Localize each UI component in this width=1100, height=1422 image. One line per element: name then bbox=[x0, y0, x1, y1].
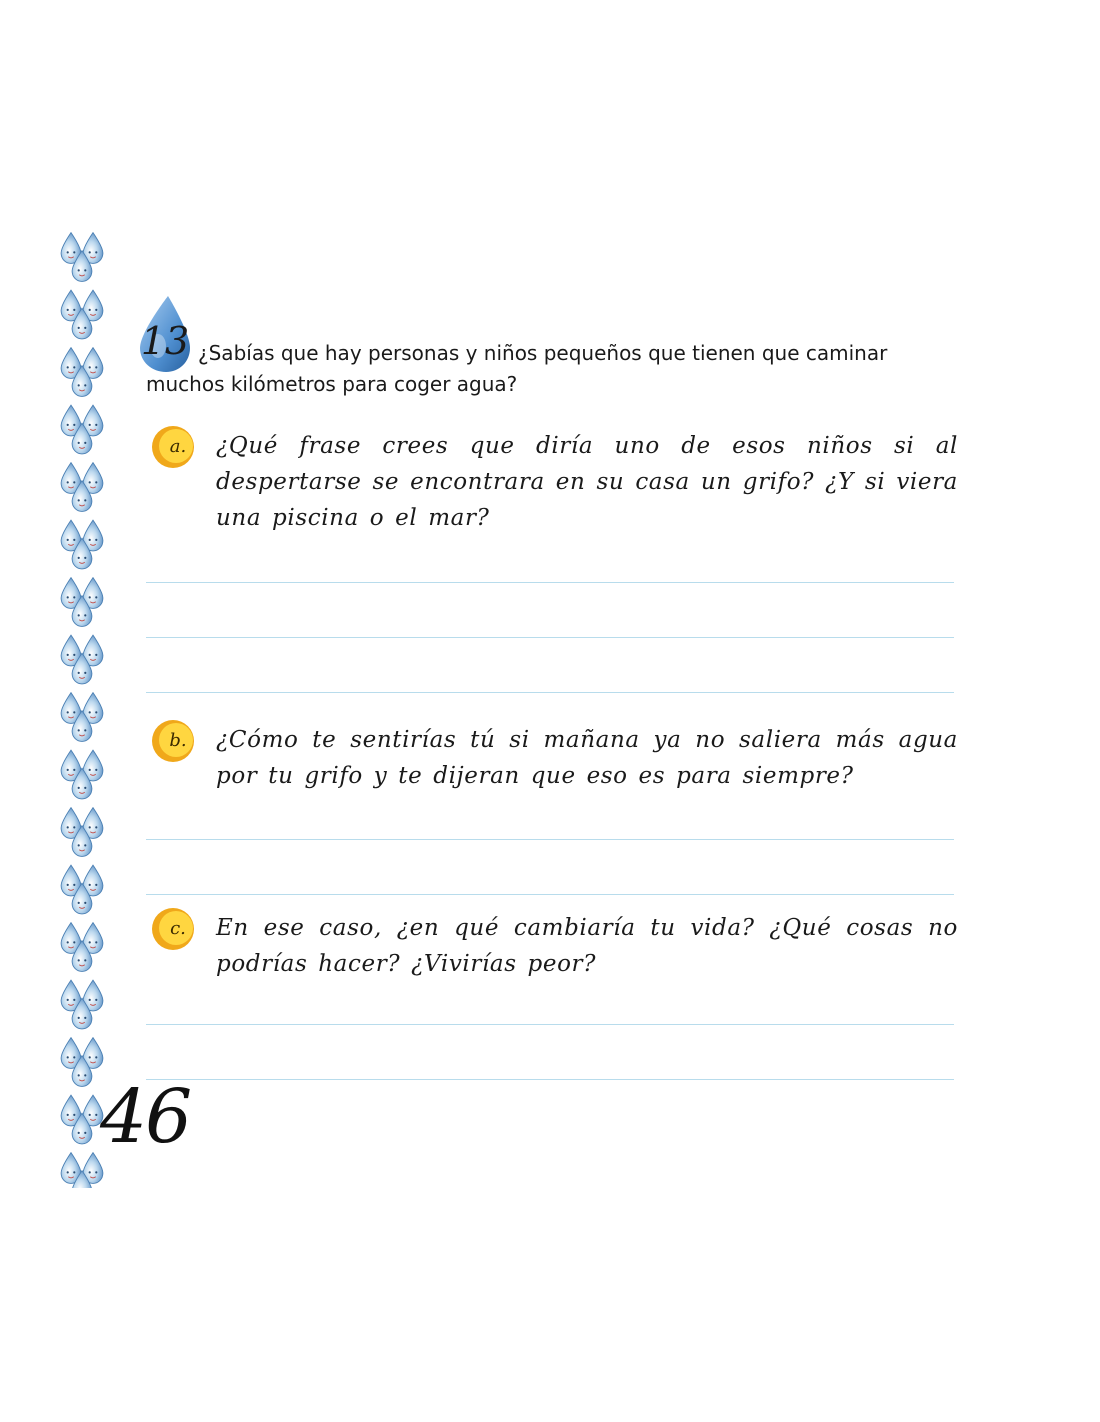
answer-line[interactable] bbox=[146, 692, 954, 693]
answer-line[interactable] bbox=[146, 1079, 954, 1080]
answer-line[interactable] bbox=[146, 1024, 954, 1025]
item-c-letter: c. bbox=[170, 918, 186, 939]
answer-line[interactable] bbox=[146, 839, 954, 840]
page-number: 46 bbox=[100, 1074, 191, 1160]
exercise-number: 13 bbox=[140, 319, 190, 363]
item-c-prompt: En ese caso, ¿en qué cambiaría tu vida? ¿Qué cosas no podrías hacer? ¿Vivirías peor? bbox=[216, 915, 958, 977]
item-a-letter: a. bbox=[169, 436, 187, 457]
item-b-prompt: ¿Cómo te sentirías tú si mañana ya no saliera más agua por tu grifo y te dijeran que eso es para siempre? bbox=[216, 727, 958, 789]
answer-line[interactable] bbox=[146, 582, 954, 583]
item-a-prompt: ¿Qué frase crees que diría uno de esos niños si al despertarse se encontrara en su casa un grifo? ¿Y si viera una piscina o el mar? bbox=[216, 433, 958, 531]
answer-line[interactable] bbox=[146, 894, 954, 895]
answer-line[interactable] bbox=[146, 637, 954, 638]
item-b-letter: b. bbox=[169, 730, 187, 751]
water-drop-border bbox=[60, 232, 122, 1188]
exercise-question: ¿Sabías que hay personas y niños pequeños que tienen que caminar muchos kilómetros para coger agua? bbox=[146, 341, 888, 396]
